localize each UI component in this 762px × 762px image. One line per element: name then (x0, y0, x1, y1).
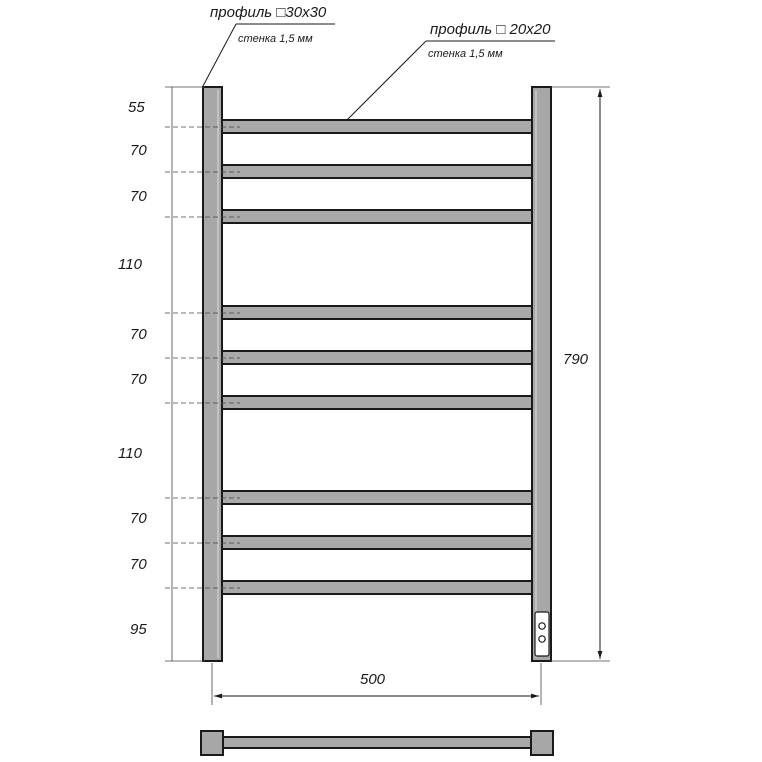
width-label: 500 (360, 671, 386, 688)
crossbar (222, 165, 532, 178)
crossbar (222, 536, 532, 549)
height-label: 790 (563, 351, 589, 368)
crossbars (222, 120, 532, 594)
crossbar (222, 120, 532, 133)
spacing-label: 70 (130, 371, 147, 388)
profile-bar-label: профиль □ 20x20 (430, 21, 551, 38)
wall-main-label: стенка 1,5 мм (238, 33, 313, 45)
leader-bar (345, 41, 426, 122)
spacing-label: 55 (128, 99, 145, 116)
leader-main (203, 24, 236, 86)
crossbar (222, 396, 532, 409)
top-view-left-post (201, 731, 223, 755)
spacing-label: 95 (130, 621, 147, 638)
top-view (201, 731, 553, 755)
crossbar (222, 306, 532, 319)
wall-bar-label: стенка 1,5 мм (428, 48, 503, 60)
spacing-label: 70 (130, 142, 147, 159)
top-view-right-post (531, 731, 553, 755)
spacing-label: 110 (118, 445, 142, 462)
crossbar (222, 581, 532, 594)
top-view-bar (222, 737, 532, 748)
spacing-label: 70 (130, 326, 147, 343)
crossbar (222, 210, 532, 223)
crossbar (222, 491, 532, 504)
spacing-label: 70 (130, 556, 147, 573)
left-vertical-rail (203, 87, 222, 661)
right-vertical-rail (532, 87, 551, 661)
spacing-label: 110 (118, 256, 142, 273)
spacing-label: 70 (130, 510, 147, 527)
spacing-label: 70 (130, 188, 147, 205)
profile-main-label: профиль □30x30 (210, 4, 327, 21)
crossbar (222, 351, 532, 364)
switch-icon (535, 612, 549, 656)
